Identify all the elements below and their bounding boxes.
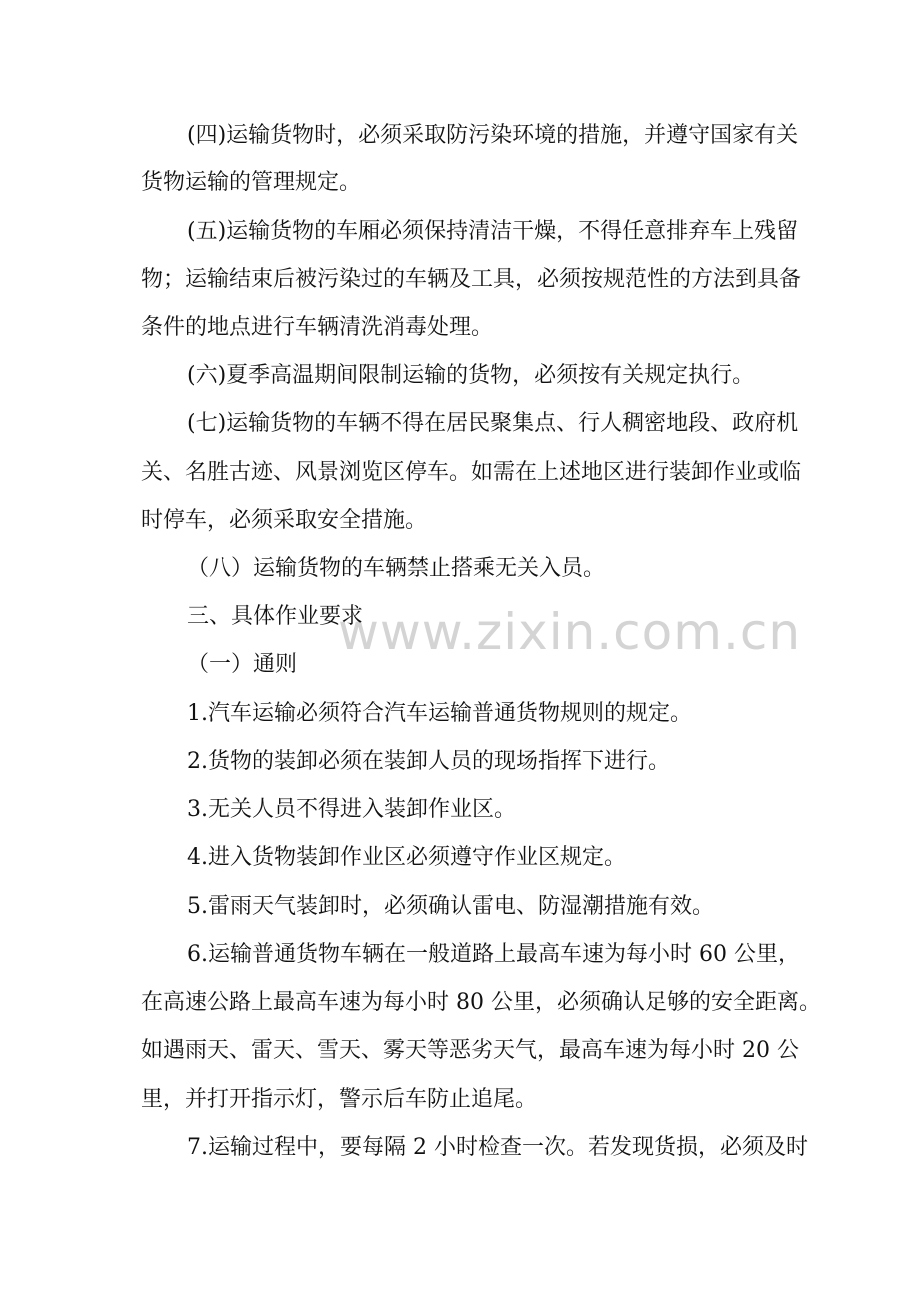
list-item: 4.进入货物装卸作业区必须遵守作业区规定。 [187,845,626,870]
section-heading: 三、具体作业要求 [187,604,364,629]
list-item: 2.货物的装卸必须在装卸人员的现场指挥下进行。 [187,749,670,774]
paragraph-line: (七)运输货物的车辆不得在居民聚集点、行人稠密地段、政府机 [187,411,799,436]
paragraph-line: 在高速公路上最高车速为每小时 80 公里，必须确认足够的安全距离。 [141,990,821,1015]
paragraph-line: 关、名胜古迹、风景浏览区停车。如需在上述地区进行装卸作业或临 [141,460,802,485]
paragraph-line: 时停车，必须采取安全措施。 [141,508,428,533]
paragraph-line: 货物运输的管理规定。 [141,170,362,195]
list-item: 3.无关人员不得进入装卸作业区。 [187,797,516,822]
paragraph-line: 条件的地点进行车辆清洗消毒处理。 [141,315,494,340]
paragraph-line: (五)运输货物的车厢必须保持清洁干燥，不得任意排弃车上残留 [187,219,799,244]
paragraph-line: 物；运输结束后被污染过的车辆及工具，必须按规范性的方法到具备 [141,267,802,292]
paragraph-line: 里，并打开指示灯，警示后车防止追尾。 [141,1087,538,1112]
paragraph-line: (六)夏季高温期间限制运输的货物，必须按有关规定执行。 [187,363,755,388]
list-item: 1.汽车运输必须符合汽车运输普通货物规则的规定。 [187,701,692,726]
paragraph-line: （八）运输货物的车辆禁止搭乘无关入员。 [187,556,606,581]
list-item: 6.运输普通货物车辆在一般道路上最高车速为每小时 60 公里， [187,942,800,967]
watermark: www.zixin.com.cn [338,603,802,661]
list-item: 5.雷雨天气装卸时，必须确认雷电、防湿潮措施有效。 [187,894,714,919]
paragraph-line: 如遇雨天、雷天、雪天、雾天等恶劣天气，最高车速为每小时 20 公 [141,1038,799,1063]
list-item: 7.运输过程中，要每隔 2 小时检查一次。若发现货损，必须及时 [187,1135,808,1160]
paragraph-line: (四)运输货物时，必须采取防污染环境的措施，并遵守国家有关 [187,123,799,148]
subsection-heading: （一）通则 [187,652,298,677]
